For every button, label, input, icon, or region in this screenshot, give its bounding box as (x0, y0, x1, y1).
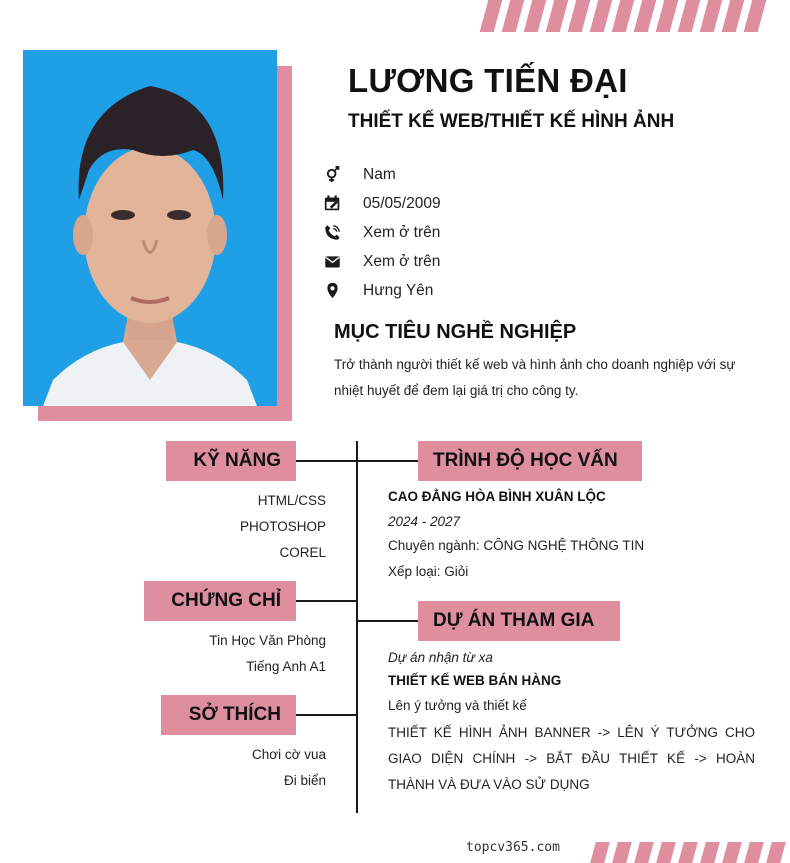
skill-item: COREL (279, 545, 326, 560)
skills-heading: KỸ NĂNG (166, 441, 296, 481)
skills-connector (296, 460, 356, 462)
email-icon (322, 252, 342, 272)
education-rank: Xếp loại: Giỏi (388, 564, 469, 579)
location-icon (322, 281, 342, 301)
info-location-value: Hưng Yên (363, 281, 434, 299)
gender-icon (322, 165, 342, 185)
hobby-item: Đi biển (283, 773, 326, 788)
project-name: THIẾT KẾ WEB BÁN HÀNG (388, 673, 562, 688)
info-gender-value: Nam (363, 165, 396, 183)
hobbies-list (252, 742, 326, 794)
certificates-list (209, 628, 326, 680)
info-phone (322, 218, 441, 247)
objective-text: Trở thành người thiết kế web và hình ảnh cho doanh nghiệp với sự nhiệt huyết để đem lại giá trị cho công ty. (334, 357, 736, 398)
projects-connector (358, 620, 418, 622)
info-phone-value: Xem ở trên (363, 223, 441, 241)
info-email (322, 247, 441, 276)
info-birthday-value: 05/05/2009 (363, 194, 441, 212)
project-role: Lên ý tưởng và thiết kế (388, 698, 527, 713)
profile-photo (23, 50, 277, 406)
footer-watermark-url: topcv365.com (466, 840, 560, 855)
top-stripes-decoration (484, 0, 762, 32)
phone-icon (322, 223, 342, 243)
calendar-icon (322, 194, 342, 214)
project-description: THIẾT KẾ HÌNH ẢNH BANNER -> LÊN Ý TƯỞNG CHO GIAO DIỆN CHÍNH -> BẮT ĐẦU THIẾT KẾ -> HOÀN THÀNH VÀ ĐƯA VÀO SỬ DỤNG (388, 725, 755, 792)
certificate-item: Tiếng Anh A1 (246, 659, 326, 674)
education-connector (358, 460, 418, 462)
info-location (322, 276, 441, 305)
project-subtitle: Dự án nhận từ xa (388, 650, 493, 665)
education-major: Chuyên ngành: CÔNG NGHỆ THÔNG TIN (388, 538, 645, 553)
skill-item: HTML/CSS (257, 493, 326, 508)
info-email-value: Xem ở trên (363, 252, 441, 270)
job-title: THIẾT KẾ WEB/THIẾT KẾ HÌNH ẢNH (348, 111, 675, 132)
certificate-item: Tin Học Văn Phòng (209, 633, 326, 648)
skill-item: PHOTOSHOP (239, 519, 326, 534)
hobby-item: Chơi cờ vua (252, 747, 326, 762)
candidate-name: LƯƠNG TIẾN ĐẠI (348, 62, 628, 99)
education-heading: TRÌNH ĐỘ HỌC VẤN (418, 441, 642, 481)
info-gender (322, 160, 441, 189)
certificates-heading: CHỨNG CHỈ (144, 581, 296, 621)
objective-title: MỤC TIÊU NGHỀ NGHIỆP (334, 321, 577, 343)
hobbies-heading: SỞ THÍCH (161, 695, 296, 735)
timeline-divider (356, 441, 358, 813)
bottom-stripes-decoration (593, 842, 783, 863)
education-school: CAO ĐẲNG HÒA BÌNH XUÂN LỘC (388, 489, 606, 504)
education-years: 2024 - 2027 (388, 514, 461, 529)
certificates-connector (296, 600, 356, 602)
skills-list (240, 488, 326, 566)
personal-info-list (322, 160, 441, 305)
info-birthday (322, 189, 441, 218)
projects-heading: DỰ ÁN THAM GIA (418, 601, 620, 641)
hobbies-connector (296, 714, 356, 716)
